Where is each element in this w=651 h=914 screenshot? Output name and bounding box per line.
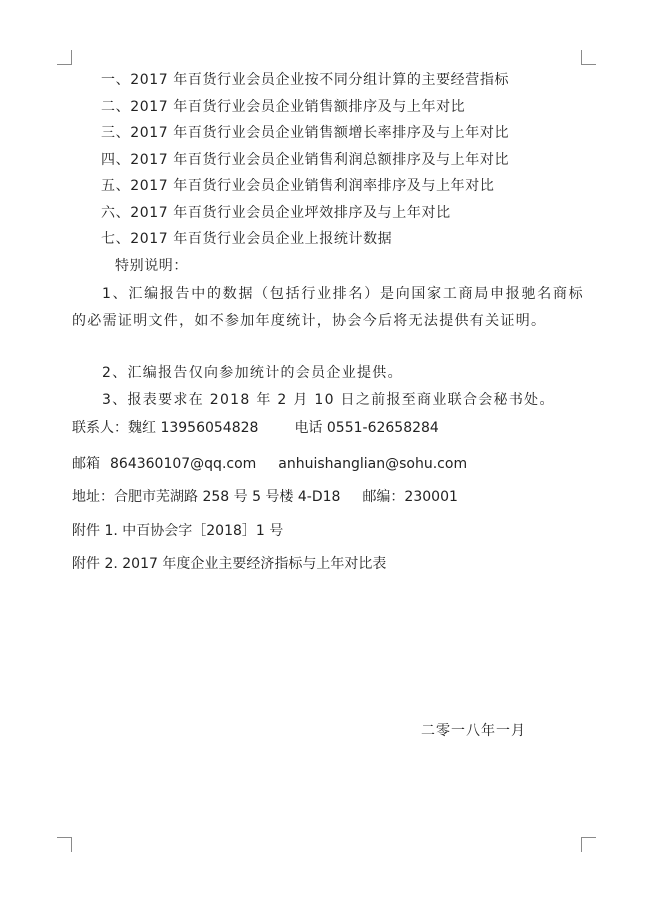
address-line [72, 488, 458, 506]
attachment-1: 附件 1. 中百协会字［2018］1 号 [72, 523, 284, 539]
document-date: 二零一八年一月 [421, 723, 526, 739]
toc-item-2: 二、2017 年百货行业会员企业销售额排序及与上年对比 [101, 99, 466, 115]
page-corner-mark-top-right [581, 50, 596, 65]
attachment-2: 附件 2. 2017 年度企业主要经济指标与上年对比表 [72, 556, 387, 572]
contact-line [72, 419, 439, 437]
toc-item-3: 三、2017 年百货行业会员企业销售额增长率排序及与上年对比 [101, 125, 510, 141]
postcode-text: 邮编：230001 [362, 489, 458, 505]
toc-item-6: 六、2017 年百货行业会员企业坪效排序及与上年对比 [101, 205, 451, 221]
toc-item-5: 五、2017 年百货行业会员企业销售利润率排序及与上年对比 [101, 178, 495, 194]
notes-title: 特别说明： [115, 258, 188, 274]
contact-phone: 电话 0551-62658284 [294, 420, 439, 436]
contact-person: 联系人：魏红 13956054828 [72, 420, 259, 436]
email-address-2: anhuishanglian@sohu.com [278, 456, 468, 472]
email-line [72, 455, 467, 473]
email-address-1: 864360107@qq.com [110, 456, 257, 472]
address-text: 地址：合肥市芜湖路 258 号 5 号楼 4-D18 [72, 489, 341, 505]
page-corner-mark-bottom-right [581, 837, 596, 852]
note-item-1: 1、汇编报告中的数据（包括行业排名）是向国家工商局申报驰名商标的必需证明文件，如不参加年度统计，协会今后将无法提供有关证明。 [72, 286, 584, 329]
page-corner-mark-top-left [57, 50, 72, 65]
note-item-2: 2、汇编报告仅向参加统计的会员企业提供。 [102, 365, 403, 381]
email-label: 邮箱 [72, 456, 100, 472]
toc-item-1: 一、2017 年百货行业会员企业按不同分组计算的主要经营指标 [101, 72, 510, 88]
toc-item-7: 七、2017 年百货行业会员企业上报统计数据 [101, 231, 393, 247]
page-corner-mark-bottom-left [57, 837, 72, 852]
note-item-3: 3、报表要求在 2018 年 2 月 10 日之前报至商业联合会秘书处。 [102, 392, 555, 408]
toc-item-4: 四、2017 年百货行业会员企业销售利润总额排序及与上年对比 [101, 152, 510, 168]
